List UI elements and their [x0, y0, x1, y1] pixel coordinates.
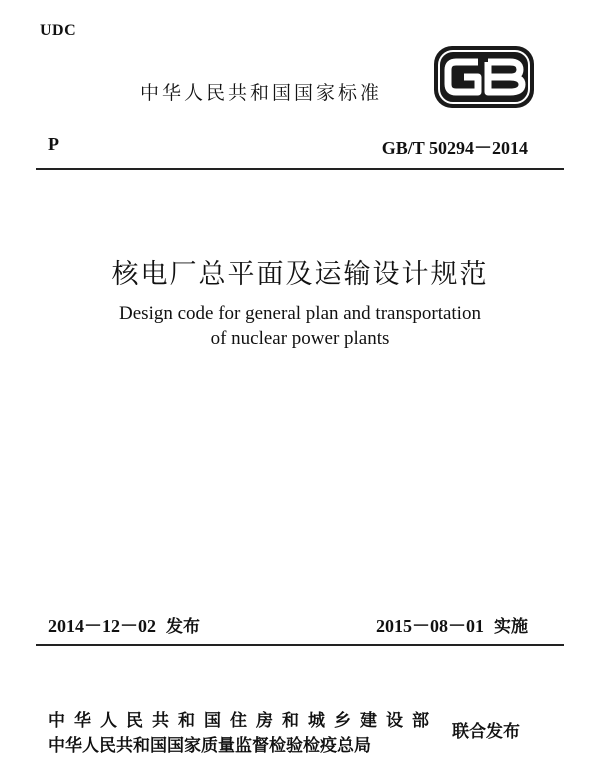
title-english — [0, 301, 600, 351]
standard-type: 中华人民共和国国家标准 — [140, 82, 383, 104]
gb-logo-icon — [432, 44, 536, 110]
issuer-administration: 中华人民共和国国家质量监督检验检疫总局 — [48, 736, 371, 756]
header-divider — [36, 168, 564, 170]
implement-label: 实施 — [494, 617, 528, 637]
joint-issue-label: 联合发布 — [452, 722, 520, 742]
udc-label: UDC — [40, 22, 77, 39]
classification-code: P — [48, 134, 59, 154]
title-english-line-1: Design code for general plan and transportation — [119, 303, 481, 324]
issue-date: 2014－12－02 — [48, 616, 156, 636]
issuer-ministry: 中华人民共和国住房和城乡建设部 — [48, 711, 438, 731]
issue-label: 发布 — [166, 617, 200, 637]
implement-date-line — [376, 612, 528, 638]
title-english-line-2: of nuclear power plants — [210, 328, 390, 349]
title-chinese: 核电厂总平面及运输设计规范 — [111, 259, 489, 290]
implement-date: 2015－08－01 — [376, 616, 484, 636]
issue-date-line — [48, 612, 200, 638]
footer-divider — [36, 644, 564, 646]
standard-number: GB/T 50294－2014 — [381, 138, 528, 158]
